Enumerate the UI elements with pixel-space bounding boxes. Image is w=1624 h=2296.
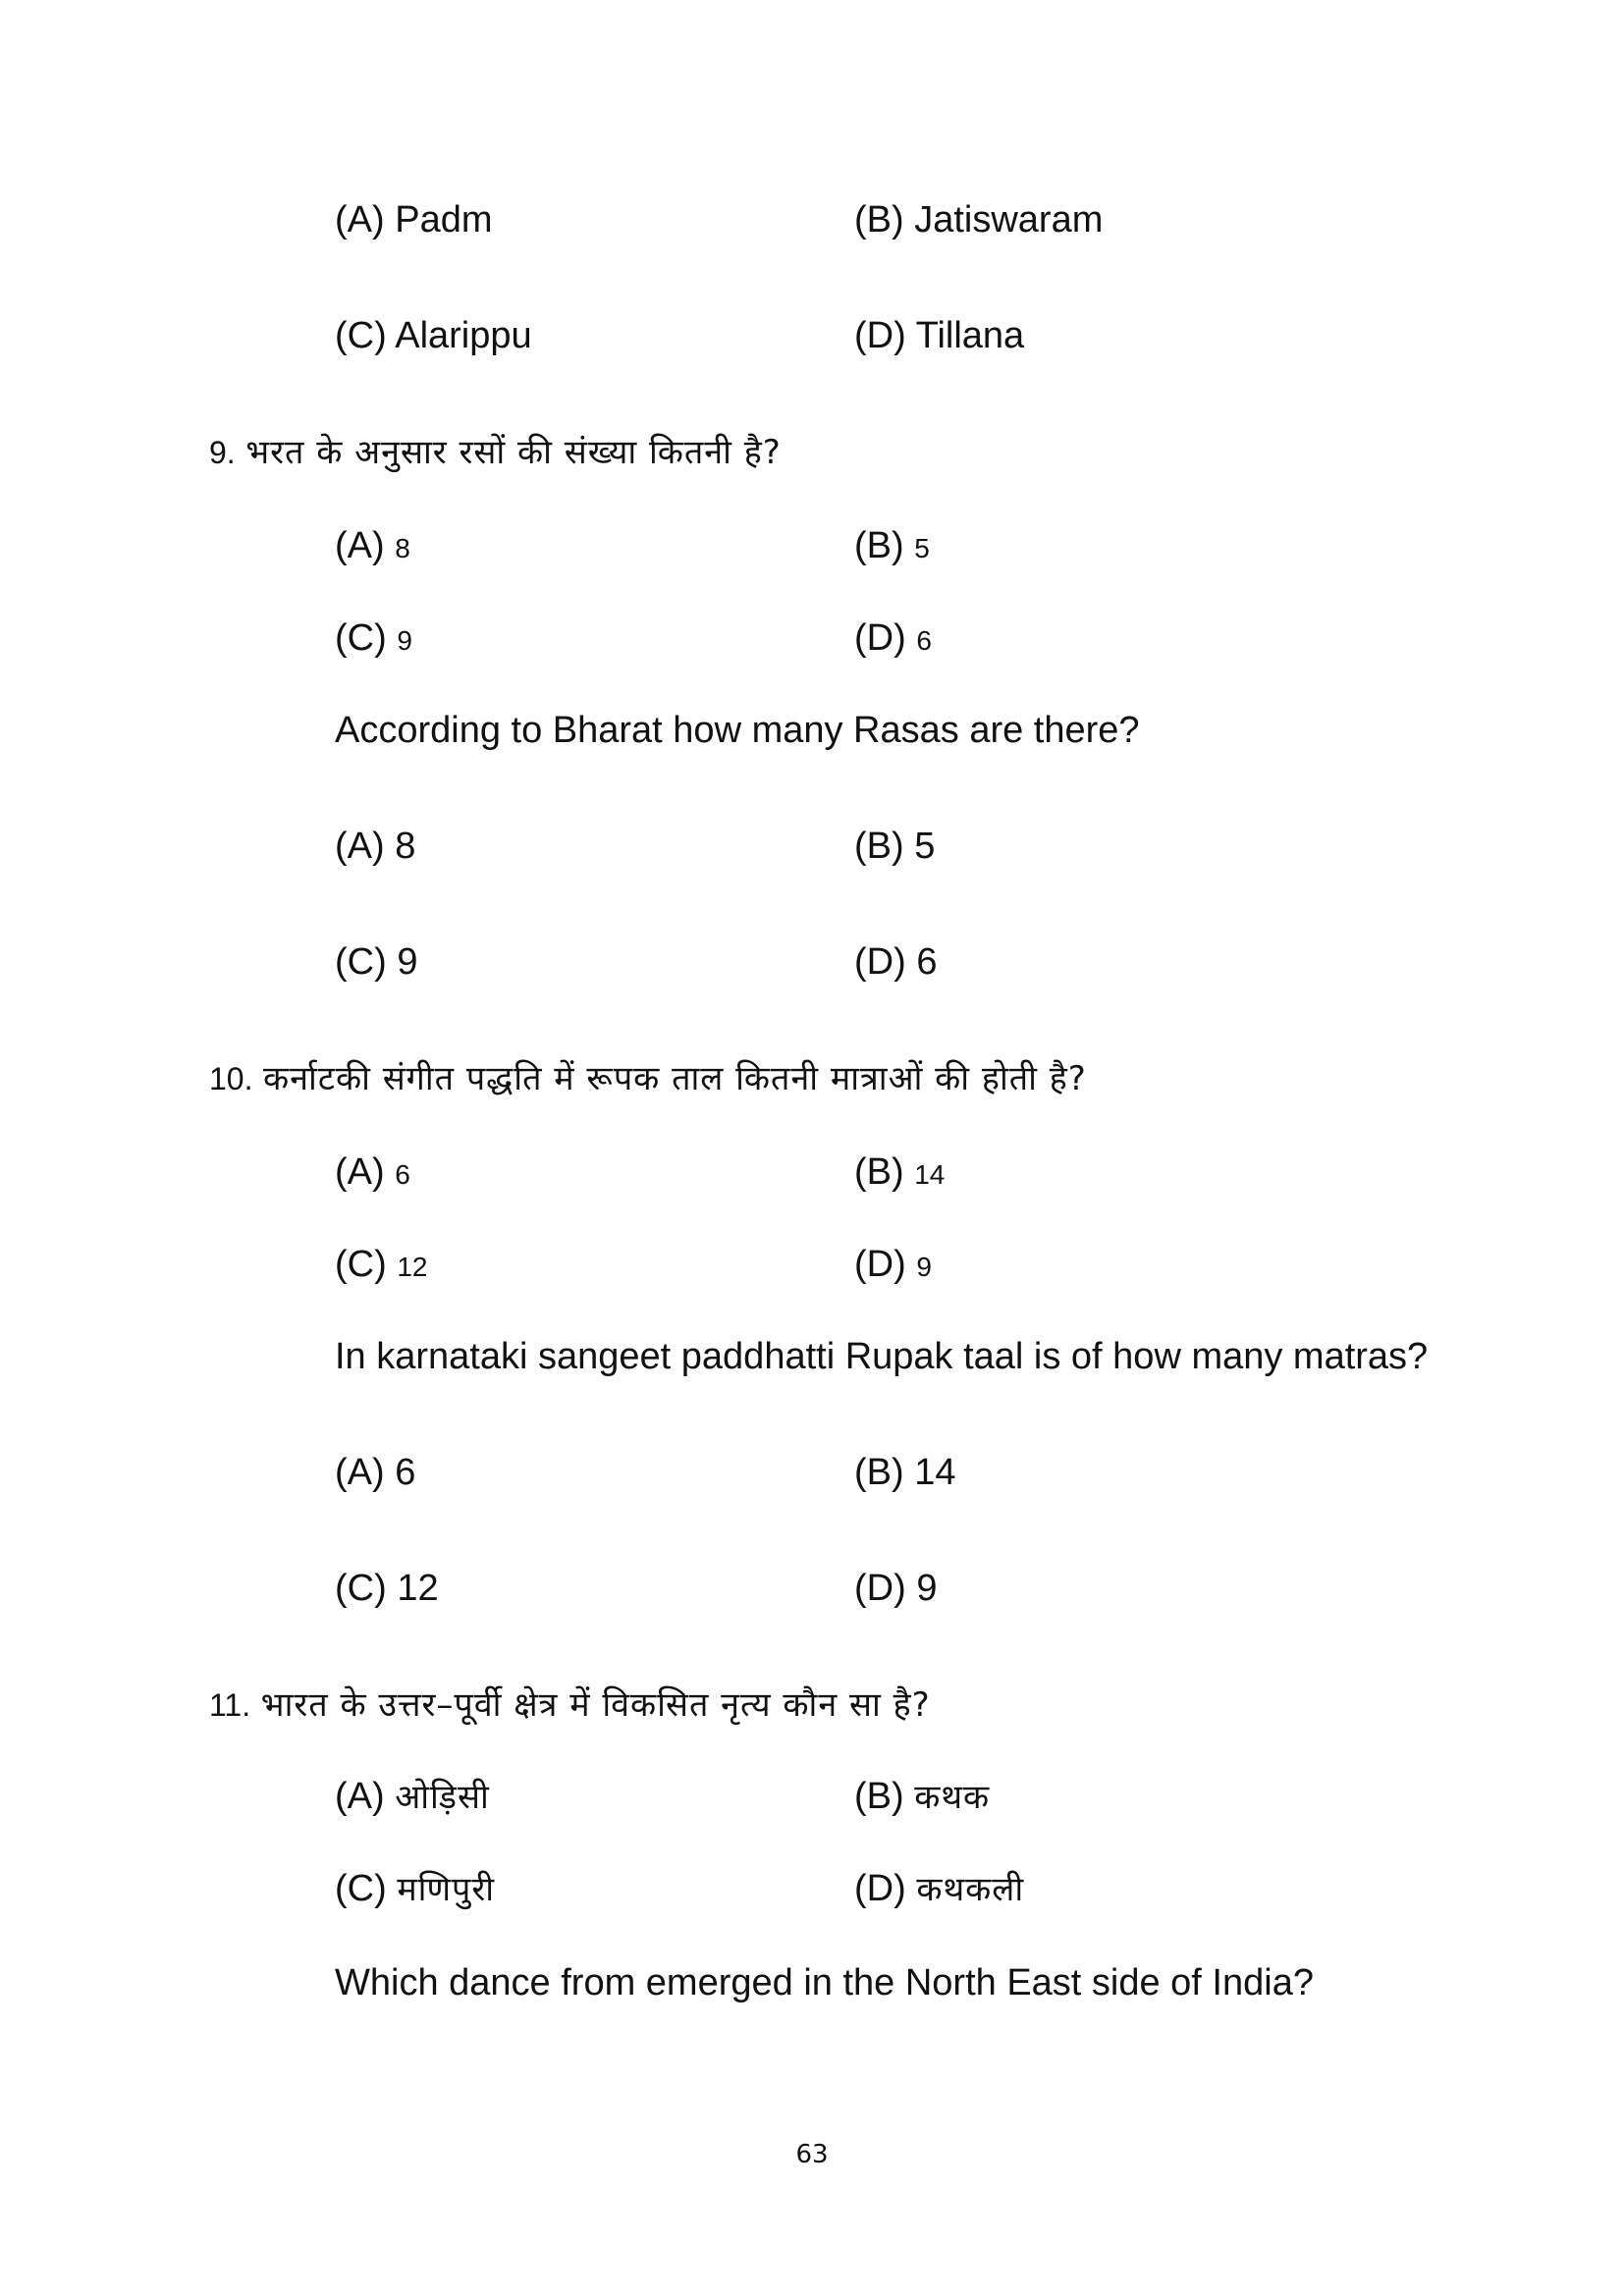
option-value: 9 <box>397 625 412 656</box>
option-label: (D) <box>854 1568 906 1609</box>
q11-question-english: Which dance from emerged in the North East side of India? <box>335 1962 1314 2003</box>
option-value: कथकली <box>916 1870 1025 1909</box>
q10-question-english: In karnataki sangeet paddhatti Rupak taal is of how many matras? <box>335 1336 1429 1377</box>
option-label: (A) <box>335 1452 385 1493</box>
q11-hi-option-c <box>335 1867 495 1911</box>
option-label: (D) <box>854 315 906 356</box>
option-label: (A) <box>335 826 385 867</box>
option-value: 9 <box>397 941 418 983</box>
question-number: 11. <box>209 1687 251 1723</box>
option-value: 6 <box>916 941 938 983</box>
q11-hi-option-b <box>854 1775 990 1819</box>
option-value: 8 <box>395 533 410 563</box>
option-label: (A) <box>335 199 385 240</box>
option-label: (A) <box>335 1151 385 1193</box>
q11-question-hindi <box>209 1682 931 1727</box>
question-text: भारत के उत्तर–पूर्वी क्षेत्र में विकसित नृत्य कौन सा है? <box>260 1685 931 1725</box>
q8-option-c <box>335 314 532 357</box>
question-number: 10. <box>209 1061 253 1096</box>
q9-hi-option-c <box>335 616 412 663</box>
option-label: (B) <box>854 525 904 566</box>
q9-en-option-b <box>854 825 935 868</box>
option-value: 14 <box>914 1452 956 1493</box>
q9-question-hindi <box>209 430 782 474</box>
option-label: (C) <box>335 1244 387 1285</box>
option-value: Tillana <box>915 315 1025 356</box>
option-value: 8 <box>395 826 416 867</box>
option-value: 12 <box>397 1252 428 1282</box>
q9-hi-option-a <box>335 524 410 570</box>
q11-hi-option-d <box>854 1867 1024 1911</box>
option-label: (A) <box>335 525 385 566</box>
option-label: (C) <box>335 1568 387 1609</box>
q10-hi-option-b <box>854 1150 945 1197</box>
option-label: (C) <box>335 315 387 356</box>
option-value: 5 <box>914 533 930 563</box>
q11-hi-option-a <box>335 1775 490 1819</box>
option-value: 9 <box>916 1568 938 1609</box>
q9-en-option-c <box>335 940 417 984</box>
option-value: Alarippu <box>395 315 532 356</box>
q10-question-hindi <box>209 1056 1087 1100</box>
q9-hi-option-b <box>854 524 930 570</box>
q9-hi-option-d <box>854 616 932 663</box>
option-label: (C) <box>335 1868 387 1909</box>
option-value: 14 <box>914 1159 946 1190</box>
page-number: 63 <box>795 2140 829 2169</box>
option-value: 9 <box>916 1252 932 1282</box>
q8-option-b <box>854 198 1103 241</box>
option-value: Jatiswaram <box>914 199 1104 240</box>
option-value: 6 <box>916 625 932 656</box>
option-value: Padm <box>395 199 493 240</box>
q9-en-option-a <box>335 825 415 868</box>
q9-question-english: According to Bharat how many Rasas are there? <box>335 710 1140 751</box>
question-number: 9. <box>209 435 236 470</box>
option-label: (B) <box>854 1151 904 1193</box>
option-label: (C) <box>335 941 387 983</box>
question-text: भरत के अनुसार रसों की संख्या कितनी है? <box>245 433 782 472</box>
option-label: (B) <box>854 199 904 240</box>
q10-en-option-d <box>854 1567 937 1610</box>
option-value: 6 <box>395 1452 416 1493</box>
q10-en-option-a <box>335 1451 415 1494</box>
q8-option-d <box>854 314 1024 357</box>
q9-en-option-d <box>854 940 937 984</box>
option-label: (B) <box>854 1452 904 1493</box>
option-label: (A) <box>335 1776 385 1817</box>
q10-hi-option-a <box>335 1150 410 1197</box>
option-label: (D) <box>854 1244 906 1285</box>
option-value: 5 <box>914 826 936 867</box>
option-label: (C) <box>335 617 387 659</box>
option-value: 12 <box>397 1568 439 1609</box>
q10-hi-option-c <box>335 1243 427 1289</box>
question-text: कर्नाटकी संगीत पद्धति में रूपक ताल कितनी मात्राओं की होती है? <box>263 1059 1087 1098</box>
option-label: (B) <box>854 826 904 867</box>
option-value: मणिपुरी <box>397 1870 496 1909</box>
q8-option-a <box>335 198 493 241</box>
option-value: 6 <box>395 1159 410 1190</box>
q10-hi-option-d <box>854 1243 932 1289</box>
q10-en-option-c <box>335 1567 439 1610</box>
option-label: (D) <box>854 1868 906 1909</box>
option-value: कथक <box>914 1778 991 1817</box>
option-label: (D) <box>854 941 906 983</box>
option-label: (D) <box>854 617 906 659</box>
option-value: ओड़िसी <box>395 1778 490 1817</box>
option-label: (B) <box>854 1776 904 1817</box>
q10-en-option-b <box>854 1451 956 1494</box>
